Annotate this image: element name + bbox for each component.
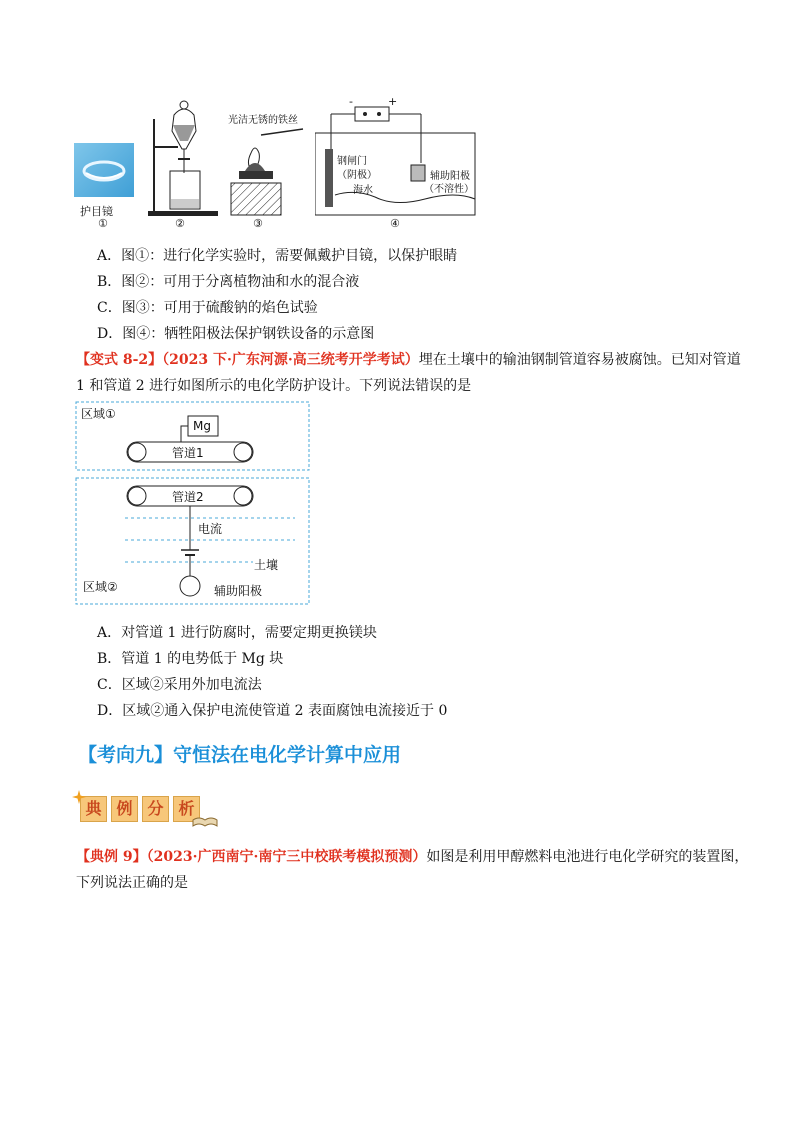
q2-option-b: B．管道 1 的电势低于 Mg 块 [97,651,284,667]
figure1-number: ① [98,217,108,230]
zone1-label: 区域① [81,407,116,421]
spark-icon [72,790,86,804]
q1-option-d: D．图④：牺牲阳极法保护钢铁设备的示意图 [97,326,375,342]
q3-tag: 【典例 9】 [76,849,147,865]
section-title: 【考向九】守恒法在电化学计算中应用 [78,744,402,766]
figure3-number: ③ [253,217,263,230]
badge-char-2: 例 [111,796,138,822]
badge-char-3: 分 [142,796,169,822]
zone2-label: 区域② [83,580,118,594]
figure2-number: ② [175,217,185,230]
q2-source: （2023 下·广东河源·高三统考开学考试） [162,352,419,368]
figure3-label: 光洁无锈的铁丝 [228,115,298,126]
figure4-cathode-label: （阴极） [337,170,377,181]
separatory-funnel-diagram [148,95,228,219]
pipe1-label: 管道1 [172,446,204,460]
q1-option-c: C．图③：可用于硫酸钠的焰色试验 [97,300,318,316]
q3-stem-line1 [76,846,748,866]
figure4-gate-label: 钢闸门 [337,156,367,167]
current-label: 电流 [198,522,223,536]
figure1-label: 护目镜 [80,205,113,218]
goggles-image [74,143,134,197]
q2-option-a: A．对管道 1 进行防腐时，需要定期更换镁块 [97,625,377,641]
pipe2-label: 管道2 [172,490,204,504]
q1-option-a: A．图①：进行化学实验时，需要佩戴护目镜，以保护眼睛 [97,248,458,264]
figure4-aux-anode-label: 辅助阳极 [430,171,470,182]
figure4-seawater-label: 海水 [353,185,373,196]
q3-source: （2023·广西南宁·南宁三中校联考模拟预测） [146,849,427,865]
badge-char-1: 典 [80,796,107,822]
q2-stem: 埋在土壤中的输油钢制管道容易被腐蚀。已知对管道 [418,352,741,368]
figure4-number: ④ [390,217,400,230]
q3-stem: 如图是利用甲醇燃料电池进行电化学研究的装置图， [426,849,749,865]
aux-anode-label: 辅助阳极 [214,584,263,598]
q2-tag: 【变式 8-2】 [76,352,163,368]
badge-char-4: 析 [173,796,200,822]
q2-stem-line1 [76,349,741,369]
book-icon [192,810,218,828]
q3-stem-line2: 下列说法正确的是 [76,875,188,891]
q2-option-d: D．区域②通入保护电流使管道 2 表面腐蚀电流接近于 0 [97,703,448,719]
example-analysis-badge [80,796,204,822]
goggles-icon [74,143,134,197]
figure4-insoluble-label: （不溶性） [424,184,474,195]
figure4-minus: - [349,95,353,108]
q1-option-b: B．图②：可用于分离植物油和水的混合液 [97,274,360,290]
figure4-plus: + [388,95,398,108]
figure-row [70,95,490,235]
mg-block-label: Mg [193,419,211,433]
flame-test-diagram [225,125,305,217]
soil-label: 土壤 [254,558,279,572]
q2-stem-line2: 1 和管道 2 进行如图所示的电化学防护设计。下列说法错误的是 [76,378,472,394]
q2-option-c: C．区域②采用外加电流法 [97,677,262,693]
